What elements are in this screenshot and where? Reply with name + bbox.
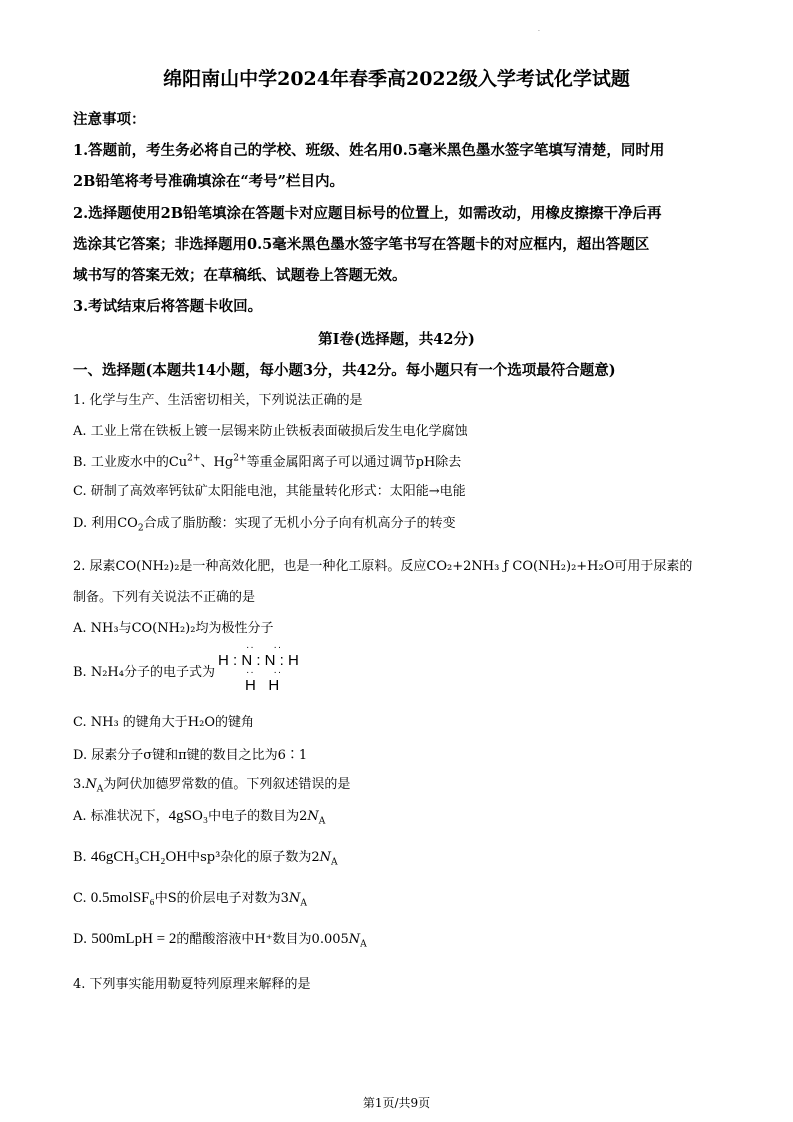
q3-a-na-sub: A	[318, 816, 326, 827]
q3-stem-pre: 3.	[73, 777, 86, 792]
q3-c-pre: C.	[73, 891, 91, 906]
q3-option-d	[73, 928, 367, 950]
q1-option-a: A. 工业上常在铁板上镀一层锡来防止铁板表面破损后发生电化学腐蚀	[73, 424, 468, 439]
q3-option-c	[73, 887, 307, 909]
q2-stem-line1: 2. 尿素CO(NH₂)₂是一种高效化肥，也是一种化工原料。反应CO₂+2NH₃ ƒ CO(NH₂)₂+H₂O可用于尿素的	[73, 559, 693, 574]
part1-title: 第Ⅰ卷(选择题，共42分)	[318, 331, 475, 348]
q3-stem	[73, 773, 350, 795]
notice-item2-line3: 域书写的答案无效；在草稿纸、试题卷上答题无效。	[73, 267, 407, 284]
n2h4-lewis-structure: ·· ·· H : N : N : H ·· ·· H H	[218, 642, 299, 694]
notice-item1-line2: 2B铅笔将考号准确填涂在“考号”栏目内。	[73, 173, 345, 190]
q4-stem: 4. 下列事实能用勒夏特列原理来解释的是	[73, 977, 311, 992]
q3-a-pre: A. 标准状况下，	[73, 809, 169, 824]
q3-option-b	[73, 846, 338, 868]
q3-a-post: 中电子的数目为2	[208, 809, 308, 824]
notice-item2-line2: 选涂其它答案；非选择题用0.5毫米黑色墨水签字笔书写在答题卡的对应框内，超出答题区	[73, 236, 650, 253]
q3-d-pre: D.	[73, 932, 92, 947]
q2-option-b: B. N₂H₄分子的电子式为	[73, 665, 215, 680]
q3-c-post: 中S的价层电子对数为3	[154, 891, 289, 906]
q3-c-formula: 0.5molSF₆	[90, 890, 155, 906]
q3-option-a	[73, 805, 325, 827]
q3-stem-na-sub: A	[96, 784, 104, 795]
q1-d-post: 合成了脂肪酸：实现了无机小分子向有机高分子的转变	[143, 516, 456, 531]
q3-d-na-sub: A	[360, 939, 367, 950]
q1-b-sup1: 2+	[187, 453, 201, 464]
q1-b-sup2: 2+	[233, 453, 247, 464]
q3-b-formula: 46gCH₃CH₂OH	[90, 849, 188, 865]
q1-option-d	[73, 512, 456, 534]
q3-b-na-sub: A	[331, 857, 338, 868]
q3-b-na: N	[319, 850, 331, 865]
q1-option-c: C. 研制了高效率钙钛矿太阳能电池，其能量转化形式：太阳能→电能	[73, 484, 466, 499]
q3-c-na-sub: A	[300, 898, 307, 909]
q3-stem-post: 为阿伏加德罗常数的值。下列叙述错误的是	[103, 777, 351, 792]
q1-b-mid: 、Hg	[200, 455, 234, 470]
q3-b-post: 中sp³杂化的原子数为2	[187, 850, 320, 865]
q2-option-d: D. 尿素分子σ键和π键的数目之比为6∶1	[73, 748, 308, 763]
q3-a-formula: 4gSO₃	[168, 808, 209, 824]
lewis-row2: H H	[245, 677, 280, 694]
q3-stem-na: N	[85, 777, 97, 792]
q3-c-na: N	[288, 891, 301, 906]
q3-d-na: N	[348, 932, 361, 947]
q1-d-sub: 2	[137, 523, 144, 534]
q2-option-a: A. NH₃与CO(NH₂)₂均为极性分子	[73, 621, 274, 636]
q3-d-post: 的醋酸溶液中H⁺数目为0.005	[176, 932, 349, 947]
q3-b-pre: B.	[73, 850, 91, 865]
q2-stem-line2: 制备。下列有关说法不正确的是	[73, 590, 256, 605]
notice-heading: 注意事项：	[73, 111, 146, 128]
q1-b-pre: B. 工业废水中的Cu	[73, 455, 188, 470]
q3-d-formula: 500mLpH = 2	[91, 931, 177, 947]
q1-d-pre: D. 利用CO	[73, 516, 138, 531]
page-number-footer: 第1页/共9页	[362, 1096, 431, 1110]
q3-a-na: N	[307, 809, 319, 824]
q1-stem: 1. 化学与生产、生活密切相关，下列说法正确的是	[73, 393, 363, 408]
q2-option-c: C. NH₃ 的键角大于H₂O的键角	[73, 715, 255, 730]
notice-item1-line1: 1.答题前，考生务必将自己的学校、班级、姓名用0.5毫米黑色墨水签字笔填写清楚，同时用	[73, 142, 665, 159]
exam-title: 绵阳南山中学2024年春季高2022级入学考试化学试题	[163, 68, 630, 90]
q1-b-post: 等重金属阳离子可以通过调节pH除去	[246, 455, 462, 470]
lewis-row1: H : N : N : H	[218, 652, 299, 669]
section1-title: 一、选择题(本题共14小题，每小题3分，共42分。每小题只有一个选项最符合题意)	[73, 362, 616, 379]
notice-item3: 3.考试结束后将答题卡收回。	[73, 298, 263, 315]
corner-mark: ·	[538, 28, 540, 35]
notice-item2-line1: 2.选择题使用2B铅笔填涂在答题卡对应题目标号的位置上，如需改动，用橡皮擦擦干净后再	[73, 205, 662, 222]
q1-option-b	[73, 451, 461, 470]
